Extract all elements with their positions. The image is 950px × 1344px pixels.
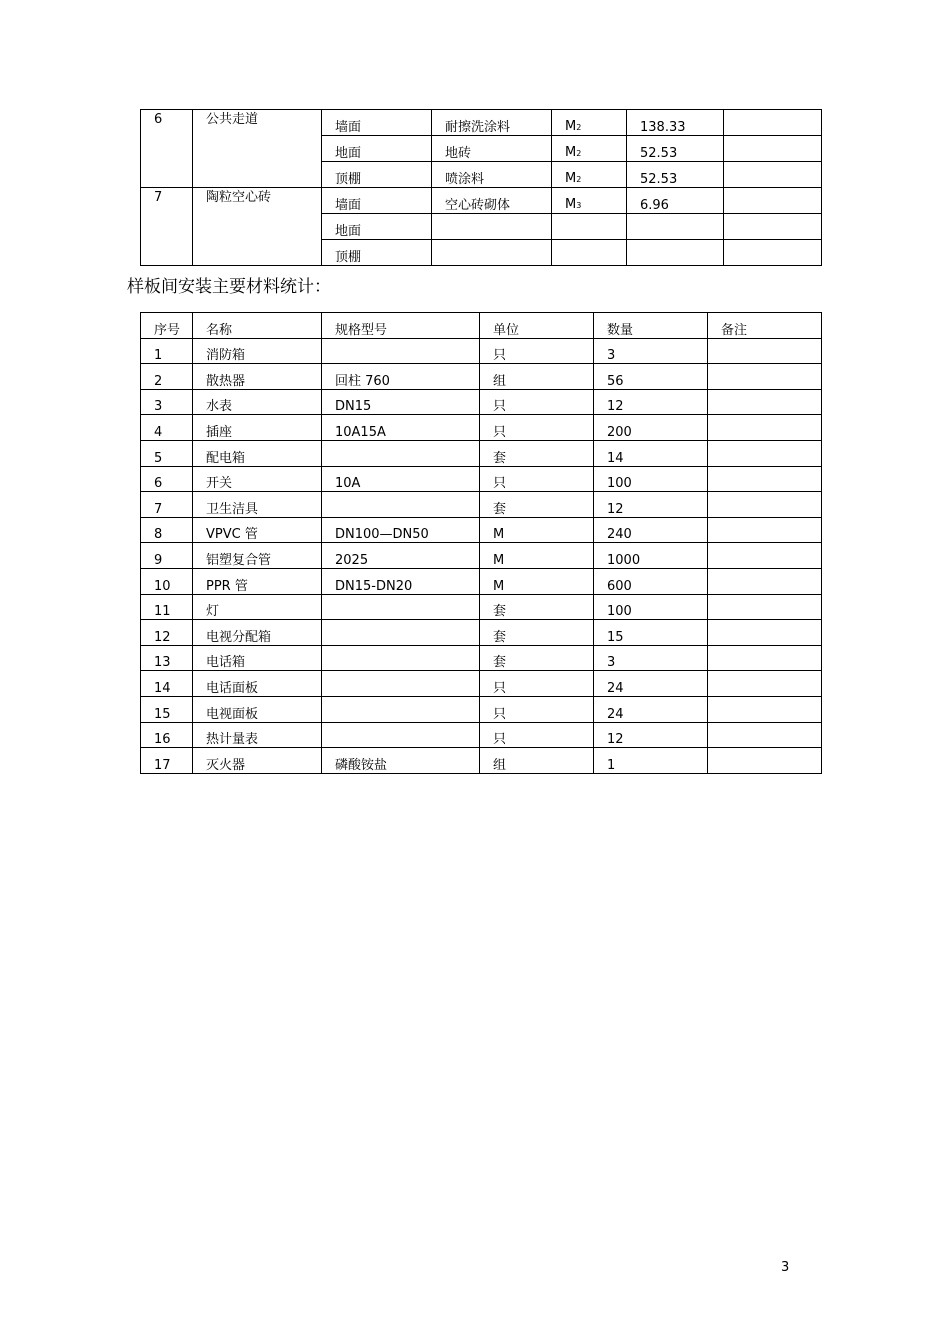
name-cell: 铝塑复合管 <box>193 543 322 569</box>
note-cell <box>708 748 822 774</box>
quantity-cell: 1 <box>594 748 708 774</box>
no-cell: 17 <box>141 748 193 774</box>
group-number: 7 <box>141 188 193 266</box>
material-cell <box>432 240 552 266</box>
table-row <box>141 389 822 415</box>
name-cell: PPR 管 <box>193 568 322 594</box>
note-cell <box>724 110 822 136</box>
no-cell: 16 <box>141 722 193 748</box>
spec-cell <box>322 696 480 722</box>
quantity-cell: 14 <box>594 440 708 466</box>
unit-exponent: 2 <box>576 175 582 184</box>
spec-cell: DN15 <box>322 389 480 415</box>
name-cell: 灭火器 <box>193 748 322 774</box>
spec-cell: 10A15A <box>322 415 480 441</box>
table-row <box>141 364 822 390</box>
quantity-cell <box>627 214 724 240</box>
name-cell: 电视面板 <box>193 696 322 722</box>
unit-cell: M <box>480 543 594 569</box>
materials-table-body <box>141 338 822 773</box>
unit-cell: 只 <box>480 389 594 415</box>
table-row <box>141 620 822 646</box>
name-cell: 散热器 <box>193 364 322 390</box>
unit-cell: M <box>480 568 594 594</box>
name-cell: 配电箱 <box>193 440 322 466</box>
table-row <box>141 110 822 136</box>
name-cell: 电话面板 <box>193 671 322 697</box>
quantity-cell: 3 <box>594 338 708 364</box>
spec-cell <box>322 645 480 671</box>
no-cell: 12 <box>141 620 193 646</box>
note-cell <box>708 389 822 415</box>
unit-cell: 只 <box>480 722 594 748</box>
section-heading: 样板间安装主要材料统计： <box>127 277 331 297</box>
no-cell: 10 <box>141 568 193 594</box>
unit-cell: 组 <box>480 748 594 774</box>
unit-cell <box>552 136 627 162</box>
table-row <box>141 517 822 543</box>
unit-cell: 套 <box>480 440 594 466</box>
header-unit: 单位 <box>480 313 594 339</box>
unit-exponent: 2 <box>576 123 582 132</box>
material-cell <box>432 214 552 240</box>
no-cell: 13 <box>141 645 193 671</box>
table-row <box>141 645 822 671</box>
spec-cell: 磷酸铵盐 <box>322 748 480 774</box>
unit-cell: 套 <box>480 645 594 671</box>
part-cell: 顶棚 <box>322 162 432 188</box>
spec-cell <box>322 492 480 518</box>
note-cell <box>724 214 822 240</box>
quantity-cell: 12 <box>594 389 708 415</box>
no-cell: 15 <box>141 696 193 722</box>
note-cell <box>708 543 822 569</box>
materials-header-row <box>141 313 822 339</box>
unit-cell: 只 <box>480 415 594 441</box>
note-cell <box>724 162 822 188</box>
quantity-cell: 52.53 <box>627 136 724 162</box>
quantity-cell: 12 <box>594 722 708 748</box>
table-row <box>141 415 822 441</box>
spec-cell <box>322 440 480 466</box>
unit-cell <box>552 162 627 188</box>
material-cell: 地砖 <box>432 136 552 162</box>
no-cell: 14 <box>141 671 193 697</box>
quantity-cell: 24 <box>594 671 708 697</box>
table-row <box>141 722 822 748</box>
spec-cell: 10A <box>322 466 480 492</box>
table-row <box>141 466 822 492</box>
table-row <box>141 440 822 466</box>
quantity-cell: 200 <box>594 415 708 441</box>
header-name: 名称 <box>193 313 322 339</box>
no-cell: 11 <box>141 594 193 620</box>
header-note: 备注 <box>708 313 822 339</box>
quantity-cell: 15 <box>594 620 708 646</box>
unit-cell: M <box>480 517 594 543</box>
quantity-cell: 52.53 <box>627 162 724 188</box>
unit-exponent: 2 <box>576 149 582 158</box>
note-cell <box>708 645 822 671</box>
quantity-cell: 3 <box>594 645 708 671</box>
unit-cell: 只 <box>480 671 594 697</box>
table-row <box>141 671 822 697</box>
no-cell: 8 <box>141 517 193 543</box>
name-cell: 消防箱 <box>193 338 322 364</box>
no-cell: 3 <box>141 389 193 415</box>
quantity-cell: 12 <box>594 492 708 518</box>
note-cell <box>724 240 822 266</box>
quantity-cell: 100 <box>594 466 708 492</box>
no-cell: 4 <box>141 415 193 441</box>
part-cell: 顶棚 <box>322 240 432 266</box>
page-number: 3 <box>781 1260 790 1275</box>
spec-cell <box>322 722 480 748</box>
table-row <box>141 543 822 569</box>
group-name: 陶粒空心砖 <box>193 188 322 266</box>
note-cell <box>708 492 822 518</box>
unit-cell: 只 <box>480 696 594 722</box>
no-cell: 7 <box>141 492 193 518</box>
unit-cell <box>552 214 627 240</box>
spec-cell: 2025 <box>322 543 480 569</box>
finishing-quantities-table <box>140 109 822 266</box>
name-cell: 热计量表 <box>193 722 322 748</box>
group-number: 6 <box>141 110 193 188</box>
group-name: 公共走道 <box>193 110 322 188</box>
table-row <box>141 492 822 518</box>
spec-cell <box>322 671 480 697</box>
table-row <box>141 748 822 774</box>
unit-cell: 只 <box>480 466 594 492</box>
note-cell <box>708 594 822 620</box>
no-cell: 2 <box>141 364 193 390</box>
part-cell: 墙面 <box>322 188 432 214</box>
quantity-cell: 600 <box>594 568 708 594</box>
name-cell: VPVC 管 <box>193 517 322 543</box>
material-cell: 喷涂料 <box>432 162 552 188</box>
quantity-cell: 56 <box>594 364 708 390</box>
table-row <box>141 696 822 722</box>
spec-cell: DN15-DN20 <box>322 568 480 594</box>
note-cell <box>708 415 822 441</box>
name-cell: 开关 <box>193 466 322 492</box>
unit-cell: 套 <box>480 594 594 620</box>
quantity-cell: 6.96 <box>627 188 724 214</box>
note-cell <box>708 722 822 748</box>
table-row <box>141 338 822 364</box>
quantity-cell: 240 <box>594 517 708 543</box>
no-cell: 1 <box>141 338 193 364</box>
note-cell <box>708 517 822 543</box>
note-cell <box>708 696 822 722</box>
note-cell <box>708 466 822 492</box>
spec-cell: DN100—DN50 <box>322 517 480 543</box>
material-cell: 耐擦洗涂料 <box>432 110 552 136</box>
unit-cell: 组 <box>480 364 594 390</box>
spec-cell: 回柱 760 <box>322 364 480 390</box>
quantity-cell: 138.33 <box>627 110 724 136</box>
note-cell <box>708 338 822 364</box>
materials-table <box>140 312 822 774</box>
finishing-table-body <box>141 110 822 266</box>
part-cell: 地面 <box>322 214 432 240</box>
unit-cell: 只 <box>480 338 594 364</box>
note-cell <box>708 440 822 466</box>
name-cell: 电视分配箱 <box>193 620 322 646</box>
spec-cell <box>322 620 480 646</box>
unit-cell <box>552 240 627 266</box>
unit-cell <box>552 188 627 214</box>
table-row <box>141 568 822 594</box>
name-cell: 电话箱 <box>193 645 322 671</box>
note-cell <box>708 620 822 646</box>
unit-text: M <box>565 119 577 134</box>
part-cell: 墙面 <box>322 110 432 136</box>
unit-cell <box>552 110 627 136</box>
header-no: 序号 <box>141 313 193 339</box>
no-cell: 9 <box>141 543 193 569</box>
note-cell <box>724 136 822 162</box>
name-cell: 水表 <box>193 389 322 415</box>
quantity-cell: 100 <box>594 594 708 620</box>
name-cell: 插座 <box>193 415 322 441</box>
table-row <box>141 594 822 620</box>
name-cell: 卫生洁具 <box>193 492 322 518</box>
note-cell <box>708 364 822 390</box>
quantity-cell: 1000 <box>594 543 708 569</box>
unit-text: M <box>565 171 577 186</box>
spec-cell <box>322 594 480 620</box>
no-cell: 5 <box>141 440 193 466</box>
quantity-cell <box>627 240 724 266</box>
name-cell: 灯 <box>193 594 322 620</box>
header-qty: 数量 <box>594 313 708 339</box>
note-cell <box>708 671 822 697</box>
note-cell <box>724 188 822 214</box>
spec-cell <box>322 338 480 364</box>
unit-text: M <box>565 145 577 160</box>
header-spec: 规格型号 <box>322 313 480 339</box>
unit-exponent: 3 <box>576 201 582 210</box>
material-cell: 空心砖砌体 <box>432 188 552 214</box>
quantity-cell: 24 <box>594 696 708 722</box>
unit-text: M <box>565 197 577 212</box>
unit-cell: 套 <box>480 620 594 646</box>
no-cell: 6 <box>141 466 193 492</box>
part-cell: 地面 <box>322 136 432 162</box>
unit-cell: 套 <box>480 492 594 518</box>
note-cell <box>708 568 822 594</box>
table-row <box>141 188 822 214</box>
